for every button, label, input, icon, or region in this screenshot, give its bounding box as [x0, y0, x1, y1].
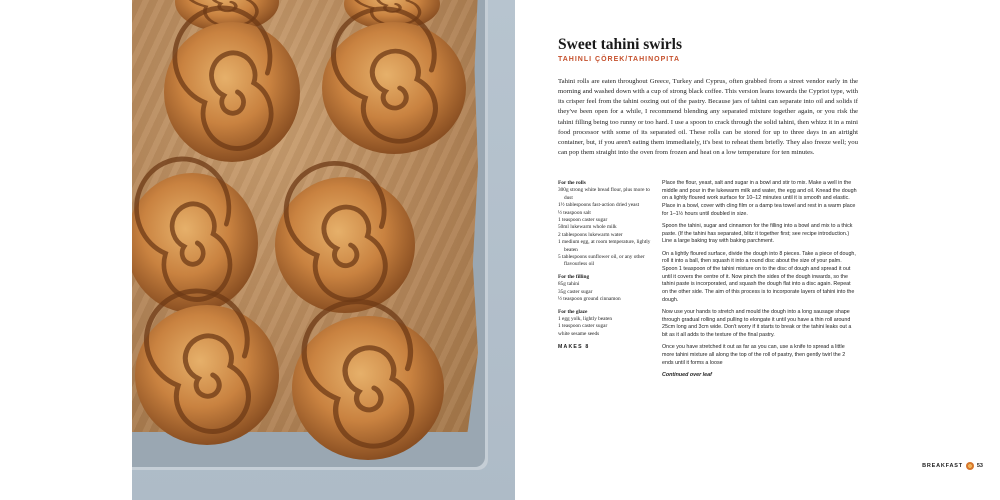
bun-row1-left [164, 8, 300, 162]
method-paragraph: Once you have stretched it out as far as you can, use a knife to spread a little more tahini mixture all along the top of the roll of pastry, then gently twirl the 2 ends until it forms a loose [662, 344, 846, 366]
bun-row3-left [135, 291, 279, 445]
ingredient-item: white sesame seeds [558, 330, 600, 337]
ingredient-item: ½ teaspoon ground cinnamon [558, 296, 621, 303]
ingredient-item: 1 teaspoon caster sugar [558, 323, 608, 330]
ingredient-item: 1 teaspoon caster sugar [558, 217, 608, 224]
ingredient-item: 300g strong white bread flour, plus more to dust [558, 187, 650, 201]
ingredient-group-filling [558, 274, 653, 304]
ingredient-item: 5 tablespoons sunflower oil, or any other flavourless oil [558, 254, 645, 268]
ingredient-group-glaze [558, 309, 653, 339]
ingredient-group-rolls [558, 180, 653, 269]
yield-label: MAKES 8 [558, 344, 590, 351]
recipe-page [515, 0, 1000, 500]
recipe-intro: Tahini rolls are eaten throughout Greece, Turkey and Cyprus, often grabbed from a street vendor early in the morning and washed down with a cup of strong black coffee. This version leans towards the Cypriot type, with its crisper feel from the tahini oozing out of the pastry. Because jars of tahini can separate into oil and solids if they've been open for a while, I recommend blending any separated mixture together again, or you risk the tahini filling being too runny or too hard. I use a spoon to crack through the solid tahini, then whizz it in a mini food processor with some of its separated oil. These rolls can be stored for up to three days in an airtight container, but, if you aren't eating them immediately, it's best to reheat them briefly. They also freeze well; you can pop them straight into the oven from frozen and heat on a low temperature for ten minutes. [558, 77, 858, 157]
method-paragraph: Place the flour, yeast, salt and sugar in a bowl and stir to mix. Make a well in the middle and pour in the lukewarm milk and water, the egg and oil. Knead the dough on a lightly floured work surface for 10–12 minutes until it is smooth and elastic. Place in a bowl, cover with cling film or a damp tea towel and rest in a warm place for 1–1½ hours until doubled in size. [662, 180, 857, 217]
section-marker-icon [966, 462, 974, 470]
ingredient-group-heading: For the filling [558, 273, 590, 280]
method-steps [662, 180, 858, 384]
ingredient-item: ½ teaspoon salt [558, 209, 591, 216]
bun-row3-right [292, 302, 444, 460]
ingredient-item: 1 medium egg, at room temperature, lightly beaten [558, 239, 651, 253]
ingredient-item: 2 tablespoons lukewarm water [558, 231, 623, 238]
bun-row1-right [322, 9, 466, 154]
ingredient-item: 1 egg yolk, lightly beaten [558, 315, 612, 322]
recipe-title: Sweet tahini swirls [558, 36, 682, 53]
bun-row2-right [275, 163, 415, 313]
continued-note: Continued over leaf [662, 371, 712, 378]
recipe-subtitle: TAHINLI ÇÖREK/TAHINOPITA [558, 56, 680, 63]
ingredient-item: 1½ tablespoons fast-action dried yeast [558, 202, 640, 209]
ingredient-group-heading: For the glaze [558, 308, 588, 315]
section-name: BREAKFAST [922, 463, 963, 469]
ingredient-group-heading: For the rolls [558, 180, 586, 186]
swirl-buns-illustration [132, 0, 515, 500]
page-number: 53 [976, 463, 983, 469]
method-paragraph: Spoon the tahini, sugar and cinnamon for the filling into a bowl and mix to a thick paste. (If the tahini has separated, blitz it together first; see recipe introduction.) Line a large baking tray with baking parchment. [662, 223, 853, 245]
ingredient-item: 85g tahini [558, 281, 580, 288]
ingredients-list [558, 180, 653, 352]
page-footer [922, 462, 983, 470]
recipe-photo [132, 0, 515, 500]
method-paragraph: Now use your hands to stretch and mould the dough into a long sausage shape through gradual rolling and pulling to elongate it until you have a thin roll around 25cm long and 3cm wide. Don't worry if it starts to break or the tahini leaks out a bit as it all adds to the texture of the final pastry. [662, 309, 852, 339]
ingredient-item: 35g caster sugar [558, 288, 593, 295]
method-paragraph: On a lightly floured surface, divide the dough into 8 pieces. Take a piece of dough, roll it into a ball, then squash it into a round disc about the size of your palm. Spoon 1 teaspoon of the tahini mixture on to the disc of dough and spread it out until it covers the centre of it. Now pinch the sides of the dough inwards, so the tahini paste is incorporated, and squash the dough flat into a disc again. Repeat on the other side. The aim of this process is to incorporate layers of tahini into the dough. [662, 250, 856, 303]
ingredient-item: 50ml lukewarm whole milk [558, 224, 617, 231]
